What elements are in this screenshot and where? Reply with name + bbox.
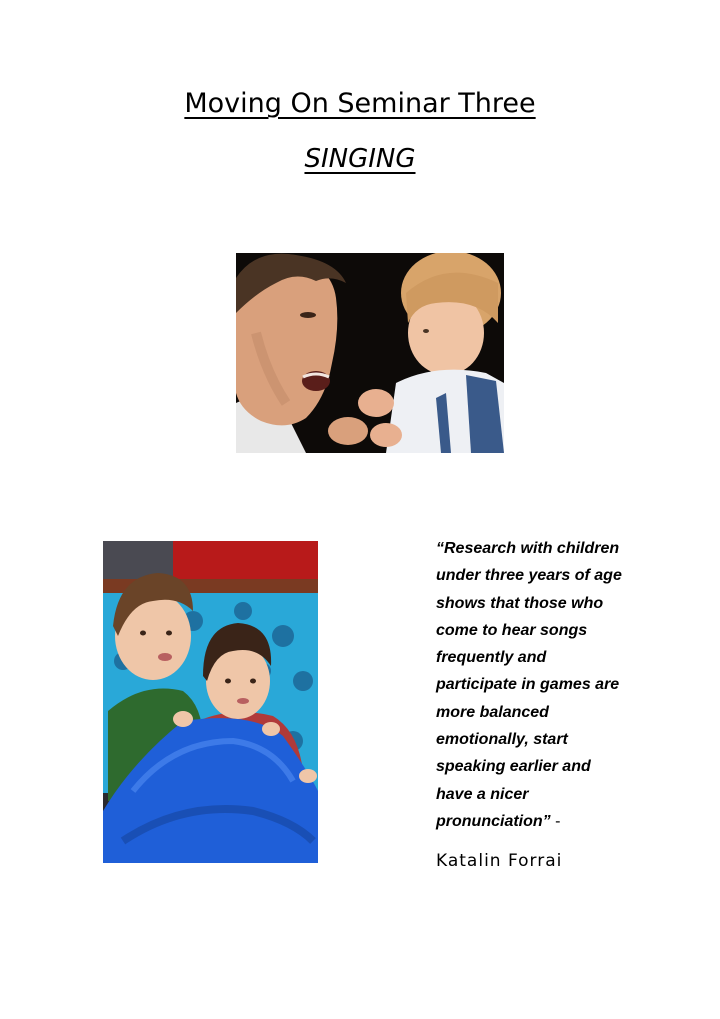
quote-line: frequently and	[436, 649, 547, 667]
quote-line: come to hear songs	[436, 621, 588, 639]
quote-line: participate in games are	[436, 676, 620, 694]
quote-line-last	[436, 808, 651, 835]
page-subtitle: SINGING	[304, 144, 416, 174]
quote-line: pronunciation”	[436, 812, 551, 830]
children-blue-fabric-photo	[103, 541, 318, 863]
quote-line: emotionally, start	[436, 731, 568, 749]
quote-line: under three years of age	[436, 567, 622, 585]
quote-line: have a nicer	[436, 785, 529, 803]
singing-adult-baby-photo	[236, 253, 504, 453]
research-quote	[436, 535, 651, 835]
quote-line: shows that those who	[436, 594, 604, 612]
page-title: Moving On Seminar Three	[184, 88, 536, 119]
quote-line: speaking earlier and	[436, 758, 591, 776]
quote-dash: -	[550, 812, 561, 830]
quote-line: more balanced	[436, 703, 549, 721]
quote-author: Katalin Forrai	[436, 851, 563, 871]
quote-line: “Research with children	[436, 540, 620, 557]
